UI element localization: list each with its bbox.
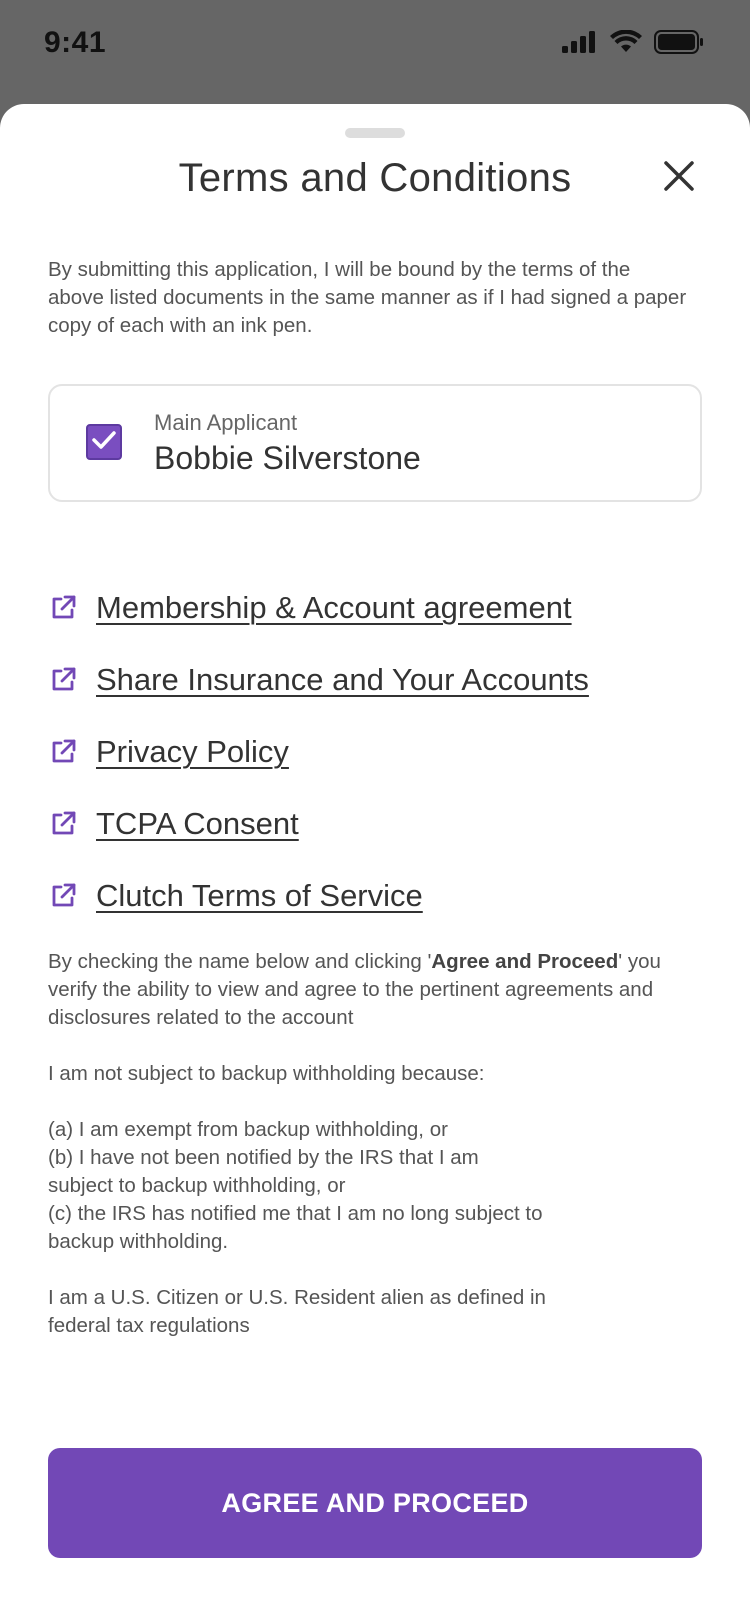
- document-link[interactable]: [48, 860, 702, 932]
- backup-item-a: (a) I am exempt from backup withholding, or: [48, 1118, 448, 1141]
- terms-of-service-link[interactable]: Clutch Terms of Service: [96, 878, 423, 913]
- applicant-name: Bobbie Silverstone: [154, 440, 421, 476]
- document-link[interactable]: [48, 572, 702, 644]
- document-link[interactable]: [48, 716, 702, 788]
- verify-suffix: ' you verify the ability to view and agree to the pertinent agreements and disclosures related to the account: [48, 950, 661, 1029]
- membership-agreement-link[interactable]: Membership & Account agreement: [96, 590, 572, 625]
- wifi-icon: [610, 30, 642, 54]
- document-link[interactable]: [48, 788, 702, 860]
- document-link[interactable]: [48, 644, 702, 716]
- external-link-icon: [48, 665, 78, 695]
- verify-paragraph: [48, 948, 708, 1032]
- sheet-grabber[interactable]: [345, 128, 405, 138]
- close-button[interactable]: [662, 156, 702, 196]
- sheet-title: Terms and Conditions: [178, 156, 572, 200]
- checkmark-icon: [91, 429, 117, 456]
- cellular-signal-icon: [562, 31, 598, 53]
- applicant-label: Main Applicant: [154, 410, 298, 435]
- external-link-icon: [48, 881, 78, 911]
- agree-and-proceed-button[interactable]: AGREE AND PROCEED: [48, 1448, 702, 1558]
- external-link-icon: [48, 737, 78, 767]
- external-link-icon: [48, 809, 78, 839]
- share-insurance-link[interactable]: Share Insurance and Your Accounts: [96, 662, 589, 697]
- tcpa-consent-link[interactable]: TCPA Consent: [96, 806, 299, 841]
- citizen-statement: I am a U.S. Citizen or U.S. Resident alien as defined in federal tax regulations: [48, 1286, 546, 1337]
- status-time: 9:41: [44, 26, 107, 59]
- status-icons: [562, 30, 704, 54]
- verify-bold: Agree and Proceed: [431, 950, 619, 973]
- applicant-checkbox[interactable]: [86, 424, 122, 460]
- backup-item-c: (c) the IRS has notified me that I am no long subject to backup withholding.: [48, 1202, 543, 1253]
- document-links: [48, 572, 702, 932]
- disclosure-text: [48, 948, 708, 1368]
- applicant-card[interactable]: [48, 384, 702, 502]
- backup-list: [48, 1116, 708, 1256]
- status-bar: [0, 0, 750, 100]
- backup-item-b: (b) I have not been notified by the IRS that I am subject to backup withholding, or: [48, 1146, 479, 1197]
- battery-icon: [654, 30, 704, 54]
- backup-intro: I am not subject to backup withholding because:: [48, 1062, 485, 1085]
- privacy-policy-link[interactable]: Privacy Policy: [96, 734, 289, 769]
- terms-sheet: [0, 104, 750, 1624]
- external-link-icon: [48, 593, 78, 623]
- intro-text: By submitting this application, I will be bound by the terms of the above listed documents in the same manner as if I had signed a paper copy of each with an ink pen.: [48, 258, 687, 337]
- verify-prefix: By checking the name below and clicking ': [48, 950, 432, 973]
- close-icon: [662, 159, 702, 193]
